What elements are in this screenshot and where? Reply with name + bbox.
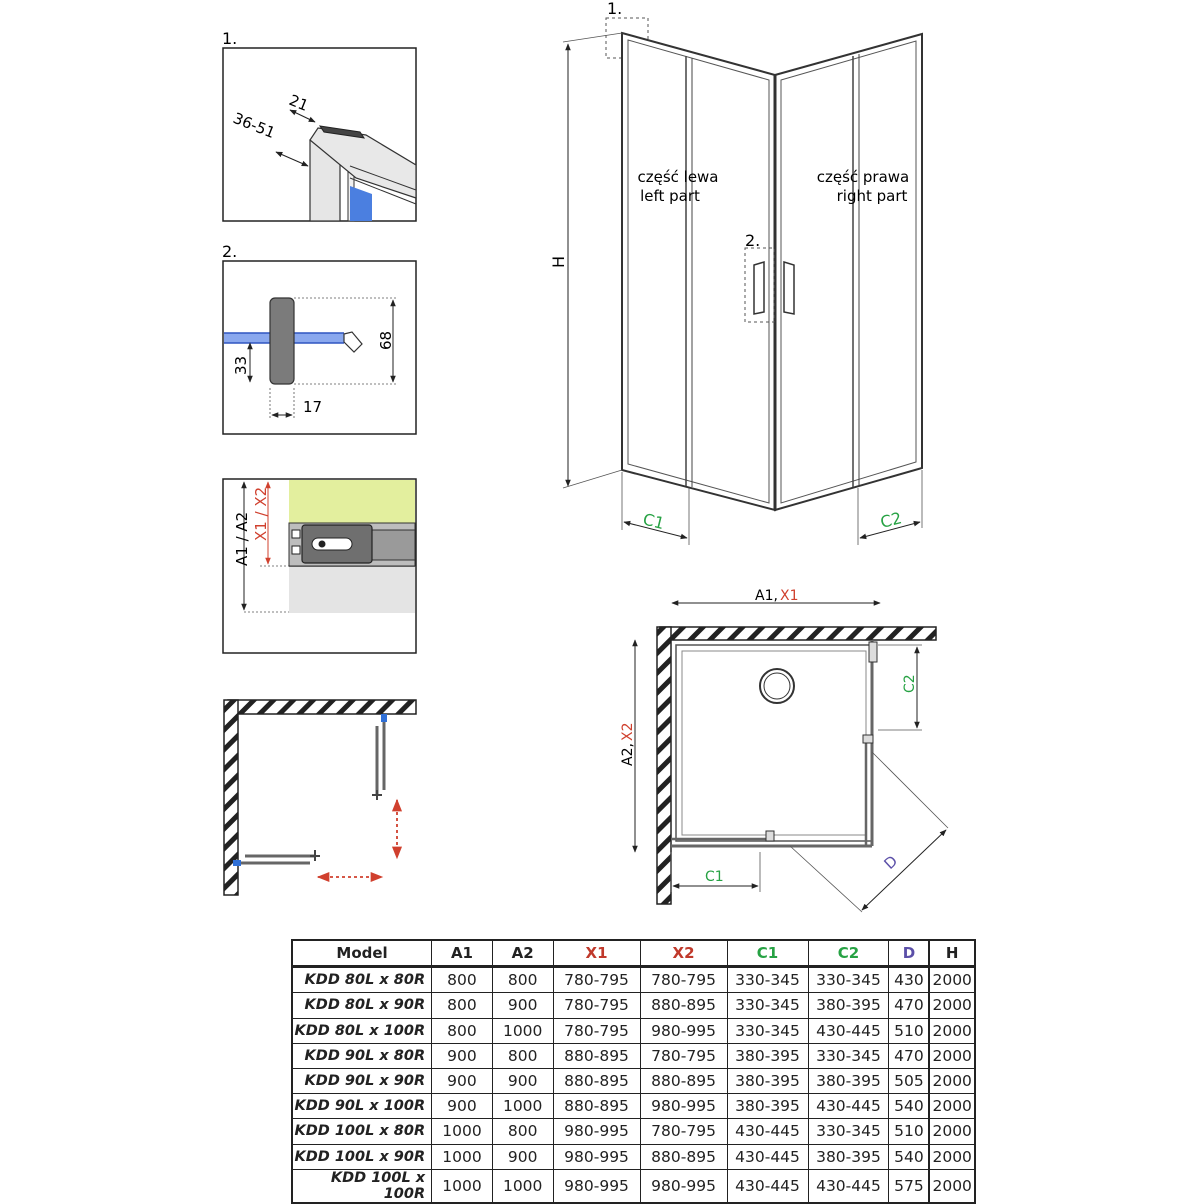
table-cell: 430	[889, 967, 929, 993]
detail-4-plan	[224, 700, 416, 895]
table-cell: KDD 80L x 80R	[292, 967, 432, 993]
table-cell: 380-395	[727, 1068, 808, 1093]
table-cell: 980-995	[553, 1144, 640, 1169]
label-a1: A1,	[755, 588, 778, 604]
table-cell: 330-345	[808, 1043, 889, 1068]
elevation-view	[549, 0, 922, 545]
table-cell: 880-895	[640, 993, 727, 1018]
label-c1-elev: C1	[641, 509, 667, 534]
label-x1-x2: X1 / X2	[252, 486, 270, 541]
floor-area	[289, 566, 415, 613]
handle-grip	[270, 298, 294, 384]
table-cell: 880-895	[640, 1068, 727, 1093]
table-cell: KDD 100L x 90R	[292, 1144, 432, 1169]
table-row	[292, 1144, 975, 1169]
table-cell: 2000	[929, 1094, 975, 1119]
table-cell: 1000	[432, 1119, 493, 1144]
table-cell: 2000	[929, 967, 975, 993]
label-c1-plan: C1	[705, 869, 724, 885]
table-cell: 505	[889, 1068, 929, 1093]
table-cell: 510	[889, 1119, 929, 1144]
table-cell: 380-395	[727, 1043, 808, 1068]
table-cell: 330-345	[727, 993, 808, 1018]
detail-2	[222, 242, 416, 434]
table-cell: 780-795	[553, 1018, 640, 1043]
table-cell: 2000	[929, 1068, 975, 1093]
left-panel	[622, 33, 775, 510]
table-cell: 1000	[432, 1144, 493, 1169]
right-handle	[784, 262, 794, 314]
drain	[760, 669, 794, 703]
table-cell: 900	[492, 1144, 553, 1169]
table-cell: 2000	[929, 1169, 975, 1203]
left-part-pl: część lewa	[637, 168, 719, 186]
table-row	[292, 993, 975, 1018]
col-a2: A2	[492, 940, 553, 967]
table-cell: 900	[432, 1094, 493, 1119]
table-row	[292, 1068, 975, 1093]
table-cell: 430-445	[808, 1169, 889, 1203]
table-cell: KDD 90L x 90R	[292, 1068, 432, 1093]
label-x1: X1	[780, 588, 799, 604]
table-cell: 510	[889, 1018, 929, 1043]
col-x2: X2	[640, 940, 727, 967]
label-h: H	[549, 255, 568, 268]
table-cell: 780-795	[553, 993, 640, 1018]
table-cell: 880-895	[553, 1043, 640, 1068]
spec-table	[291, 939, 976, 1204]
table-cell: 330-345	[727, 967, 808, 993]
table-cell: 2000	[929, 1144, 975, 1169]
table-cell: 430-445	[808, 1094, 889, 1119]
table-cell: 2000	[929, 1018, 975, 1043]
table-cell: 800	[432, 967, 493, 993]
table-row	[292, 1119, 975, 1144]
table-row	[292, 967, 975, 993]
col-d: D	[889, 940, 929, 967]
label-a2: A2,	[620, 743, 636, 766]
table-row	[292, 1043, 975, 1068]
table-cell: 800	[432, 1018, 493, 1043]
table-cell: 800	[492, 1119, 553, 1144]
table-cell: 780-795	[640, 1043, 727, 1068]
table-cell: 380-395	[727, 1094, 808, 1119]
table-cell: 780-795	[553, 967, 640, 993]
table-cell: 780-795	[640, 967, 727, 993]
detail-1	[222, 29, 416, 221]
label-c2-elev: C2	[878, 508, 904, 532]
table-cell: 330-345	[808, 967, 889, 993]
table-cell: KDD 80L x 90R	[292, 993, 432, 1018]
detail-3	[223, 479, 416, 653]
dim-33: 33	[232, 355, 250, 375]
label-a1-a2: A1 / A2	[233, 511, 251, 566]
col-c1: C1	[727, 940, 808, 967]
dim-17: 17	[303, 398, 323, 416]
table-cell: 540	[889, 1094, 929, 1119]
table-cell: 380-395	[808, 1068, 889, 1093]
plan-left-wall	[657, 627, 671, 904]
table-row	[292, 1169, 975, 1203]
table-cell: 900	[492, 1068, 553, 1093]
col-model: Model	[292, 940, 432, 967]
header-row	[292, 940, 975, 967]
table-cell: 430-445	[808, 1018, 889, 1043]
table-cell: 800	[492, 967, 553, 993]
table-cell: 780-795	[640, 1119, 727, 1144]
table-cell: 2000	[929, 993, 975, 1018]
table-cell: 880-895	[553, 1068, 640, 1093]
right-part-en: right part	[836, 187, 908, 205]
table-cell: 380-395	[808, 993, 889, 1018]
right-panel	[775, 34, 922, 510]
table-cell: 430-445	[727, 1169, 808, 1203]
plan-view	[620, 588, 948, 912]
table-row	[292, 1018, 975, 1043]
table-cell: 470	[889, 993, 929, 1018]
table-cell: 330-345	[727, 1018, 808, 1043]
table-cell: 900	[432, 1043, 493, 1068]
table-cell: 575	[889, 1169, 929, 1203]
table-cell: 2000	[929, 1043, 975, 1068]
table-cell: 980-995	[553, 1119, 640, 1144]
table-cell: 980-995	[640, 1094, 727, 1119]
table-cell: 380-395	[808, 1144, 889, 1169]
dim-68: 68	[377, 330, 395, 350]
table-cell: 1000	[492, 1094, 553, 1119]
table-cell: 2000	[929, 1119, 975, 1144]
table-cell: 1000	[492, 1018, 553, 1043]
left-handle	[754, 262, 764, 314]
table-cell: 980-995	[640, 1169, 727, 1203]
top-wall	[228, 700, 416, 714]
detail-2-number: 2.	[222, 242, 238, 261]
table-cell: 880-895	[640, 1144, 727, 1169]
table-cell: 1000	[432, 1169, 493, 1203]
table-row	[292, 1094, 975, 1119]
table-cell: 330-345	[808, 1119, 889, 1144]
table-cell: 470	[889, 1043, 929, 1068]
plan-top-wall	[660, 627, 936, 640]
table-cell: 540	[889, 1144, 929, 1169]
table-cell: KDD 100L x 100R	[292, 1169, 432, 1203]
table-cell: 1000	[492, 1169, 553, 1203]
spec-table-wrap	[291, 939, 976, 1204]
table-cell: 430-445	[727, 1144, 808, 1169]
table-cell: 800	[492, 1043, 553, 1068]
col-a1: A1	[432, 940, 493, 967]
table-cell: 430-445	[727, 1119, 808, 1144]
table-cell: KDD 100L x 80R	[292, 1119, 432, 1144]
table-cell: KDD 90L x 80R	[292, 1043, 432, 1068]
label-x2: X2	[620, 722, 636, 741]
dim-depth: 36-51	[230, 109, 278, 143]
table-cell: KDD 90L x 100R	[292, 1094, 432, 1119]
table-cell: 980-995	[640, 1018, 727, 1043]
label-c2-plan: C2	[902, 674, 918, 693]
table-cell: 900	[492, 993, 553, 1018]
table-cell: 900	[432, 1068, 493, 1093]
col-x1: X1	[553, 940, 640, 967]
wall-area	[289, 480, 415, 523]
right-part-pl: część prawa	[816, 168, 910, 186]
dim-width: 21	[286, 91, 311, 115]
table-cell: KDD 80L x 100R	[292, 1018, 432, 1043]
table-cell: 880-895	[553, 1094, 640, 1119]
label-d: D	[880, 851, 902, 873]
col-h: H	[929, 940, 975, 967]
callout-2: 2.	[745, 231, 761, 250]
callout-1: 1.	[607, 0, 623, 18]
col-c2: C2	[808, 940, 889, 967]
table-cell: 800	[432, 993, 493, 1018]
detail-1-number: 1.	[222, 29, 238, 48]
left-part-en: left part	[640, 187, 700, 205]
table-cell: 980-995	[553, 1169, 640, 1203]
